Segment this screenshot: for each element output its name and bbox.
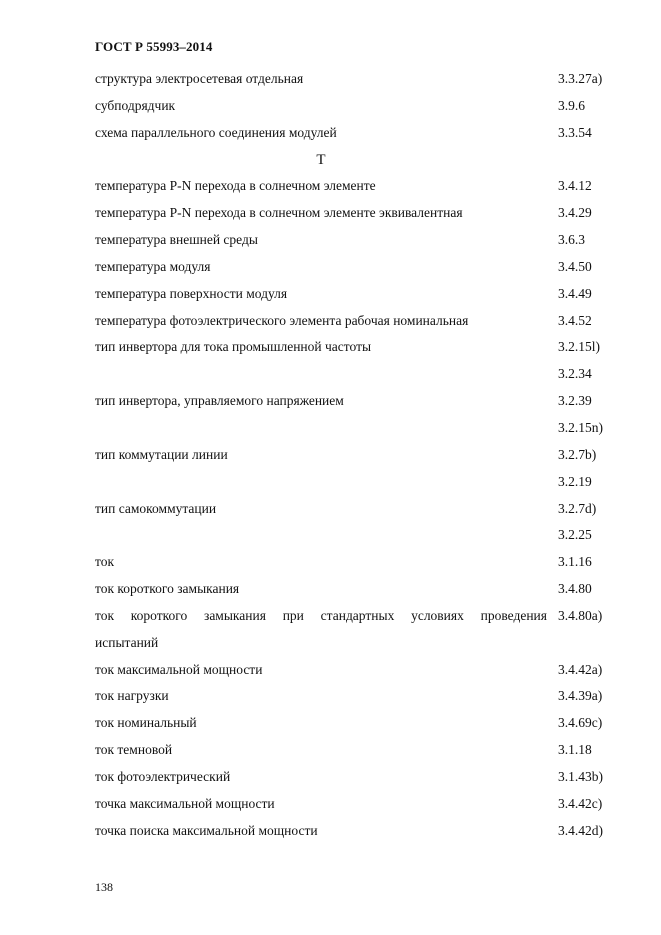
index-term: тип инвертора для тока промышленной частоты	[95, 339, 372, 355]
index-entry	[95, 549, 611, 576]
index-term: температура внешней среды	[95, 232, 258, 248]
index-entry	[95, 415, 611, 442]
index-entry	[95, 227, 611, 254]
index-reference: 3.4.69c)	[558, 715, 603, 731]
index-reference: 3.4.49	[558, 285, 592, 301]
index-entry	[95, 764, 611, 791]
index-entry	[95, 334, 611, 361]
index-term: температура P-N перехода в солнечном элементе эквивалентная	[95, 205, 463, 221]
index-reference: 3.4.50	[558, 258, 592, 274]
index-reference: 3.4.80a)	[558, 607, 603, 623]
index-term: ток максимальной мощности	[95, 661, 263, 677]
index-entry	[95, 173, 611, 200]
index-entry	[95, 200, 611, 227]
index-term: температура P-N перехода в солнечном элементе	[95, 178, 376, 194]
index-entry	[95, 388, 611, 415]
index-entry	[95, 791, 611, 818]
index-entry	[95, 120, 611, 147]
section-letter-row	[95, 147, 611, 174]
index-reference: 3.4.80	[558, 581, 592, 597]
page-number: 138	[95, 880, 113, 894]
index-term: точка максимальной мощности	[95, 795, 275, 811]
index-reference: 3.2.19	[558, 473, 592, 489]
index-list	[95, 66, 611, 844]
index-term: температура модуля	[95, 258, 211, 274]
index-entry	[95, 522, 611, 549]
index-reference: 3.3.27a)	[558, 71, 603, 86]
index-reference: 3.2.15l)	[558, 339, 600, 355]
index-entry	[95, 630, 611, 657]
index-entry	[95, 657, 611, 684]
index-reference: 3.6.3	[558, 232, 585, 248]
index-reference: 3.1.16	[558, 554, 592, 570]
index-term: точка поиска максимальной мощности	[95, 822, 318, 838]
index-reference: 3.2.34	[558, 366, 592, 382]
index-reference: 3.4.12	[558, 178, 592, 194]
index-reference: 3.4.52	[558, 312, 592, 328]
index-entry	[95, 818, 611, 845]
index-term: тип самокоммутации	[95, 500, 217, 516]
index-term: структура электросетевая отдельная	[95, 71, 304, 86]
index-reference: 3.2.25	[558, 527, 592, 543]
index-reference: 3.9.6	[558, 97, 585, 113]
index-reference: 3.4.29	[558, 205, 592, 221]
index-reference: 3.1.18	[558, 742, 592, 758]
index-entry	[95, 710, 611, 737]
index-term: схема параллельного соединения модулей	[95, 124, 337, 140]
index-reference: 3.2.7d)	[558, 500, 597, 516]
index-reference: 3.1.43b)	[558, 768, 603, 784]
index-entry	[95, 66, 611, 93]
index-reference: 3.4.42a)	[558, 661, 603, 677]
index-term: испытаний	[95, 634, 159, 650]
index-term: ток фотоэлектрический	[95, 768, 231, 784]
index-term: температура фотоэлектрического элемента рабочая номинальная	[95, 312, 469, 328]
index-reference: 3.4.42d)	[558, 822, 603, 838]
index-term: субподрядчик	[95, 97, 176, 113]
index-term: тип коммутации линии	[95, 446, 228, 462]
index-reference: 3.2.39	[558, 393, 592, 409]
index-reference: 3.2.15n)	[558, 419, 603, 435]
index-entry	[95, 496, 611, 523]
index-term: ток темновой	[95, 742, 173, 758]
index-entry	[95, 737, 611, 764]
index-term: ток	[95, 554, 115, 570]
section-letter: Т	[316, 151, 326, 168]
index-entry	[95, 576, 611, 603]
index-term: ток номинальный	[95, 715, 197, 731]
document-header: ГОСТ Р 55993–2014	[95, 39, 213, 54]
index-entry	[95, 361, 611, 388]
index-entry	[95, 603, 611, 630]
index-entry	[95, 281, 611, 308]
index-reference: 3.4.39a)	[558, 688, 603, 704]
index-entry	[95, 93, 611, 120]
index-term: температура поверхности модуля	[95, 285, 288, 301]
index-term: ток короткого замыкания при стандартных условиях проведения	[95, 607, 547, 623]
index-entry	[95, 442, 611, 469]
index-entry	[95, 469, 611, 496]
index-entry	[95, 308, 611, 335]
index-entry	[95, 254, 611, 281]
index-reference: 3.3.54	[558, 124, 592, 140]
index-entry	[95, 683, 611, 710]
index-term: ток короткого замыкания	[95, 581, 240, 597]
index-reference: 3.2.7b)	[558, 446, 597, 462]
index-reference: 3.4.42c)	[558, 795, 603, 811]
index-term: тип инвертора, управляемого напряжением	[95, 393, 344, 409]
index-term: ток нагрузки	[95, 688, 169, 704]
